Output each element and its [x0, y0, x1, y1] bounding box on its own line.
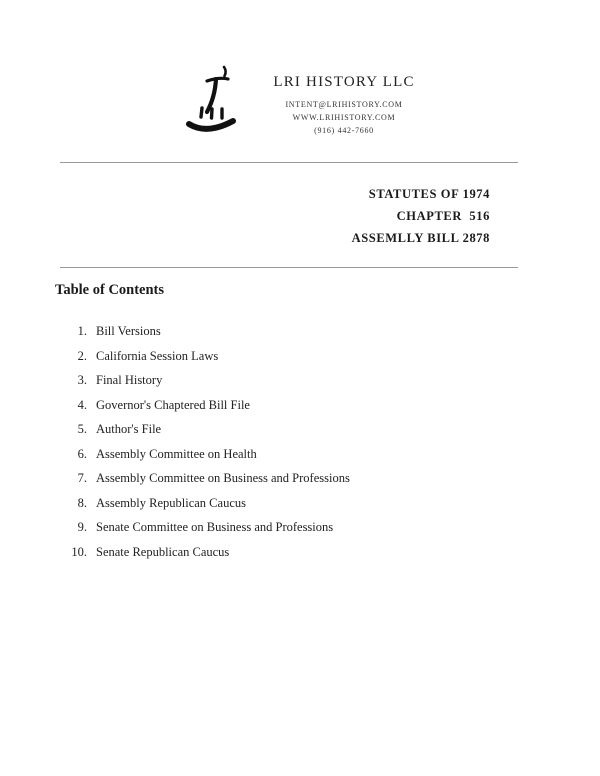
toc-item-number: 5.	[77, 422, 87, 436]
company-website: WWW.LRIHISTORY.COM	[292, 113, 396, 122]
toc-title: Table of Contents	[55, 282, 165, 298]
toc-item-number: 8.	[77, 495, 87, 510]
divider-bottom	[60, 267, 518, 268]
toc-item-label: Final History	[96, 373, 163, 387]
toc-item	[65, 466, 540, 491]
toc-item	[65, 368, 540, 393]
toc-item-number: 2.	[77, 348, 87, 363]
chapter-line: CHAPTER 516	[396, 209, 490, 223]
toc-item-label: Author's File	[96, 422, 162, 436]
toc-item	[65, 491, 540, 516]
toc-item	[65, 417, 540, 442]
toc-item	[65, 540, 540, 565]
toc-item-number: 10.	[71, 544, 87, 559]
company-email: INTENT@LRIHISTORY.COM	[285, 100, 403, 109]
company-phone: (916) 442-7660	[314, 126, 374, 135]
toc-item-label: Bill Versions	[96, 324, 161, 338]
toc-list	[65, 319, 540, 564]
toc-item-number: 4.	[77, 397, 87, 412]
letterhead	[0, 0, 600, 138]
company-info-block	[273, 62, 414, 137]
toc-item-number: 6.	[77, 446, 87, 461]
table-of-contents	[0, 282, 600, 564]
bill-line: ASSEMLLY BILL 2878	[351, 231, 490, 245]
divider-top	[60, 162, 518, 163]
toc-item-number: 7.	[77, 471, 87, 485]
toc-item-label: California Session Laws	[96, 348, 219, 363]
toc-item-label: Senate Committee on Business and Professions	[96, 520, 334, 534]
toc-item-number: 3.	[77, 373, 87, 387]
toc-item	[65, 344, 540, 369]
toc-item	[65, 515, 540, 540]
toc-item-number: 1.	[77, 324, 87, 338]
toc-item	[65, 442, 540, 467]
document-info-block	[0, 183, 490, 249]
toc-item	[65, 319, 540, 344]
toc-item-label: Governor's Chaptered Bill File	[96, 397, 250, 412]
toc-item-number: 9.	[77, 520, 87, 534]
toc-item-label: Assembly Committee on Business and Professions	[96, 471, 350, 485]
company-name: LRI HISTORY LLC	[273, 74, 415, 90]
toc-item-label: Senate Republican Caucus	[96, 544, 230, 559]
toc-item	[65, 393, 540, 418]
calligraphy-brush-logo-icon	[185, 64, 247, 138]
toc-item-label: Assembly Committee on Health	[96, 446, 257, 461]
statutes-line: STATUTES OF 1974	[368, 187, 490, 201]
toc-item-label: Assembly Republican Caucus	[96, 495, 246, 510]
